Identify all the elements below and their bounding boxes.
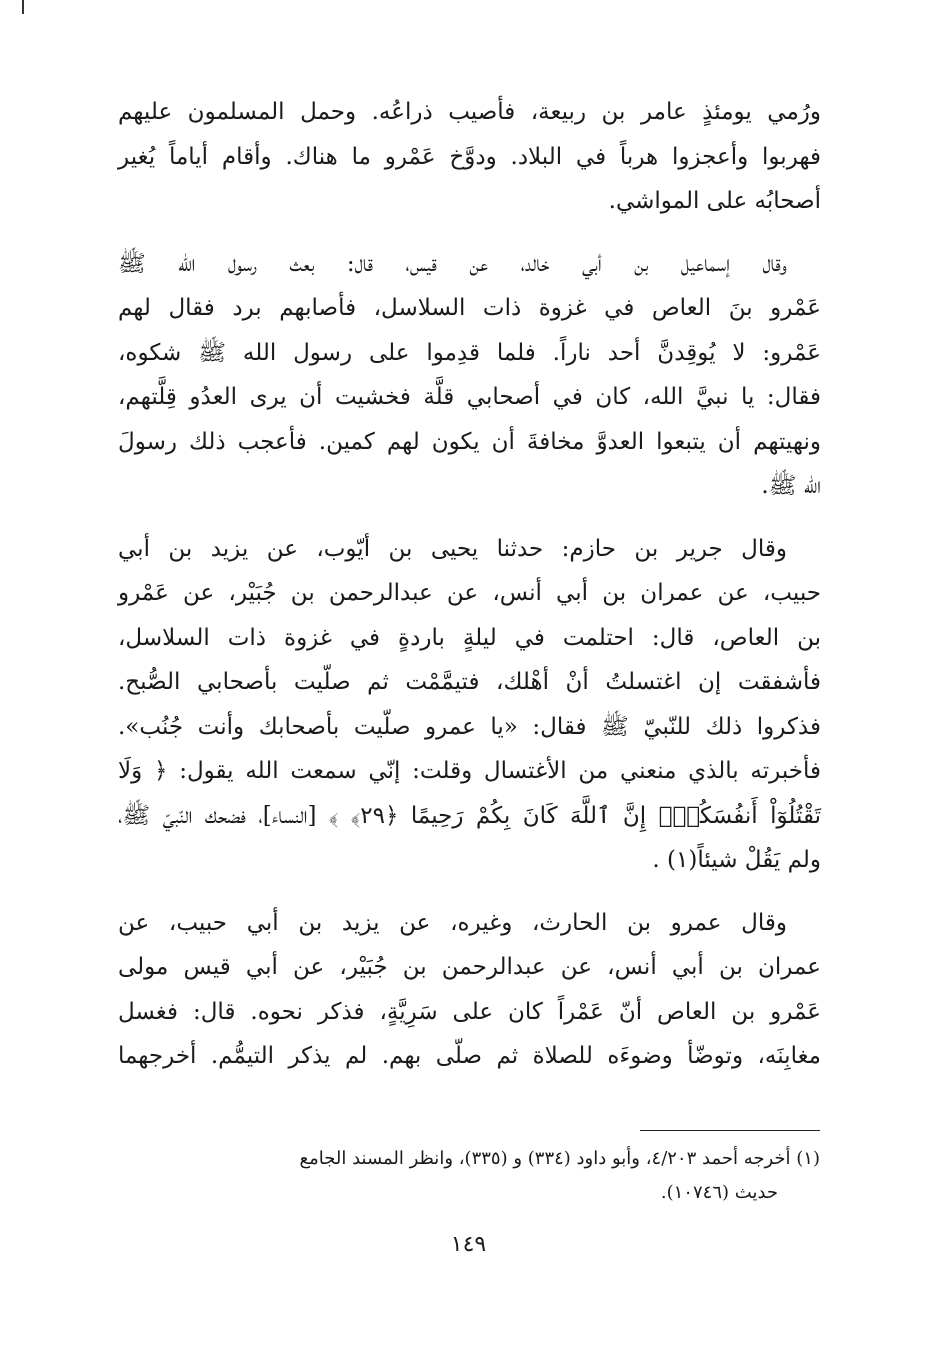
text-line: عَمْرو بن العاص أنّ عَمْراً كان على سَرِيَّةٍ، فذكر نحوه. قال: فغسل: [118, 998, 821, 1025]
text-line: فأخبرته بالذي منعني من الأغتسال وقلت: إنّي سمعت الله يقول: ﴿ وَلَا: [118, 758, 821, 784]
main-text: [118, 90, 821, 1097]
text-line: مغابِنَه، وتوضّأ وضوءَه للصلاة ثم صلّى بهم. لم يذكر التيمُّم. أخرجهما: [118, 1043, 821, 1069]
paragraph-1: [118, 90, 821, 224]
text-line: وقال إسماعيل بن أبي خالد، عن قيس، قال: بعث رسول الله ﷺ: [118, 250, 787, 277]
text-line: ونهيتهم أن يتبعوا العدوَّ مخافةَ أن يكون لهم كمين. فأعجب ذلك رسولَ: [118, 428, 821, 455]
text-line: حبيب، عن عمران بن أبي أنس، عن عبدالرحمن بن جُبَيْر، عن عَمْرو: [118, 580, 821, 606]
text-line: ولم يَقُلْ شيئاً(١) .: [652, 847, 821, 873]
text-line: فذكروا ذلك للنّبيّ ﷺ فقال: «يا عمرو صلّيت بأصحابك وأنت جُنُب».: [118, 713, 821, 740]
paragraph-2: [118, 242, 821, 509]
footnotes: [140, 1142, 820, 1210]
text-line: الله ﷺ.: [761, 473, 821, 499]
text-line: عَمْرو: لا يُوقِدنَّ أحد ناراً. فلما قدِموا على رسول الله ﷺ شكوه،: [118, 339, 821, 366]
footnote-line: (١) أخرجه أحمد ٤/٢٠٣، وأبو داود (٣٣٤) و (٣٣٥)، وانظر المسند الجامع: [299, 1148, 820, 1169]
text-line: وقال جرير بن حازم: حدثنا يحيى بن أيّوب، عن يزيد بن أبي: [118, 535, 787, 562]
text-line: فقال: يا نبيَّ الله، كان في أصحابي قلَّة فخشيت أن يرى العدُو قِلَّتهم،: [118, 384, 821, 410]
footnote-line: حديث (١٠٧٤٦).: [660, 1182, 778, 1203]
text-line: عَمْرو بنَ العاص في غزوة ذات السلاسل، فأصابهم برد فقال لهم: [118, 295, 821, 321]
text-line: فأشفقت إن اغتسلتُ أنْ أهْلك، فتيمَّمْت ثم صلّيت بأصحابي الصُّبح.: [118, 669, 821, 695]
text-line: فهربوا وأعجزوا هرباً في البلاد. ودوَّخ عَمْرو ما هناك. وأقام أياماً يُغير: [118, 143, 821, 170]
text-line: ورُمي يومئذٍ عامر بن ربيعة، فأصيب ذراعُه. وحمل المسلمون عليهم: [118, 99, 821, 125]
footnote-divider: [640, 1130, 820, 1131]
text-line: بن العاص، قال: احتلمت في ليلةٍ باردةٍ في غزوة ذات السلاسل،: [118, 624, 821, 651]
corner-mark: [22, 0, 24, 14]
paragraph-3: [118, 527, 821, 883]
quran-verse-line: تَقْتُلُوٓاْ أَنفُسَكُمْۚ إِنَّ ٱللَّهَ كَانَ بِكُمْ رَحِيمًا ﴿٢٩﴾ ﴾ [النساء]، فضحك النّبيّ ﷺ،: [118, 802, 821, 829]
text-line: أصحابُه على المواشي.: [608, 188, 821, 214]
text-line: وقال عمرو بن الحارث، وغيره، عن يزيد بن أبي حبيب، عن: [118, 909, 787, 936]
paragraph-4: [118, 901, 821, 1079]
text-line: عمران بن أبي أنس، عن عبدالرحمن بن جُبَيْر، عن أبي قيس مولى: [118, 954, 821, 980]
page-number: ١٤٩: [450, 1232, 487, 1257]
